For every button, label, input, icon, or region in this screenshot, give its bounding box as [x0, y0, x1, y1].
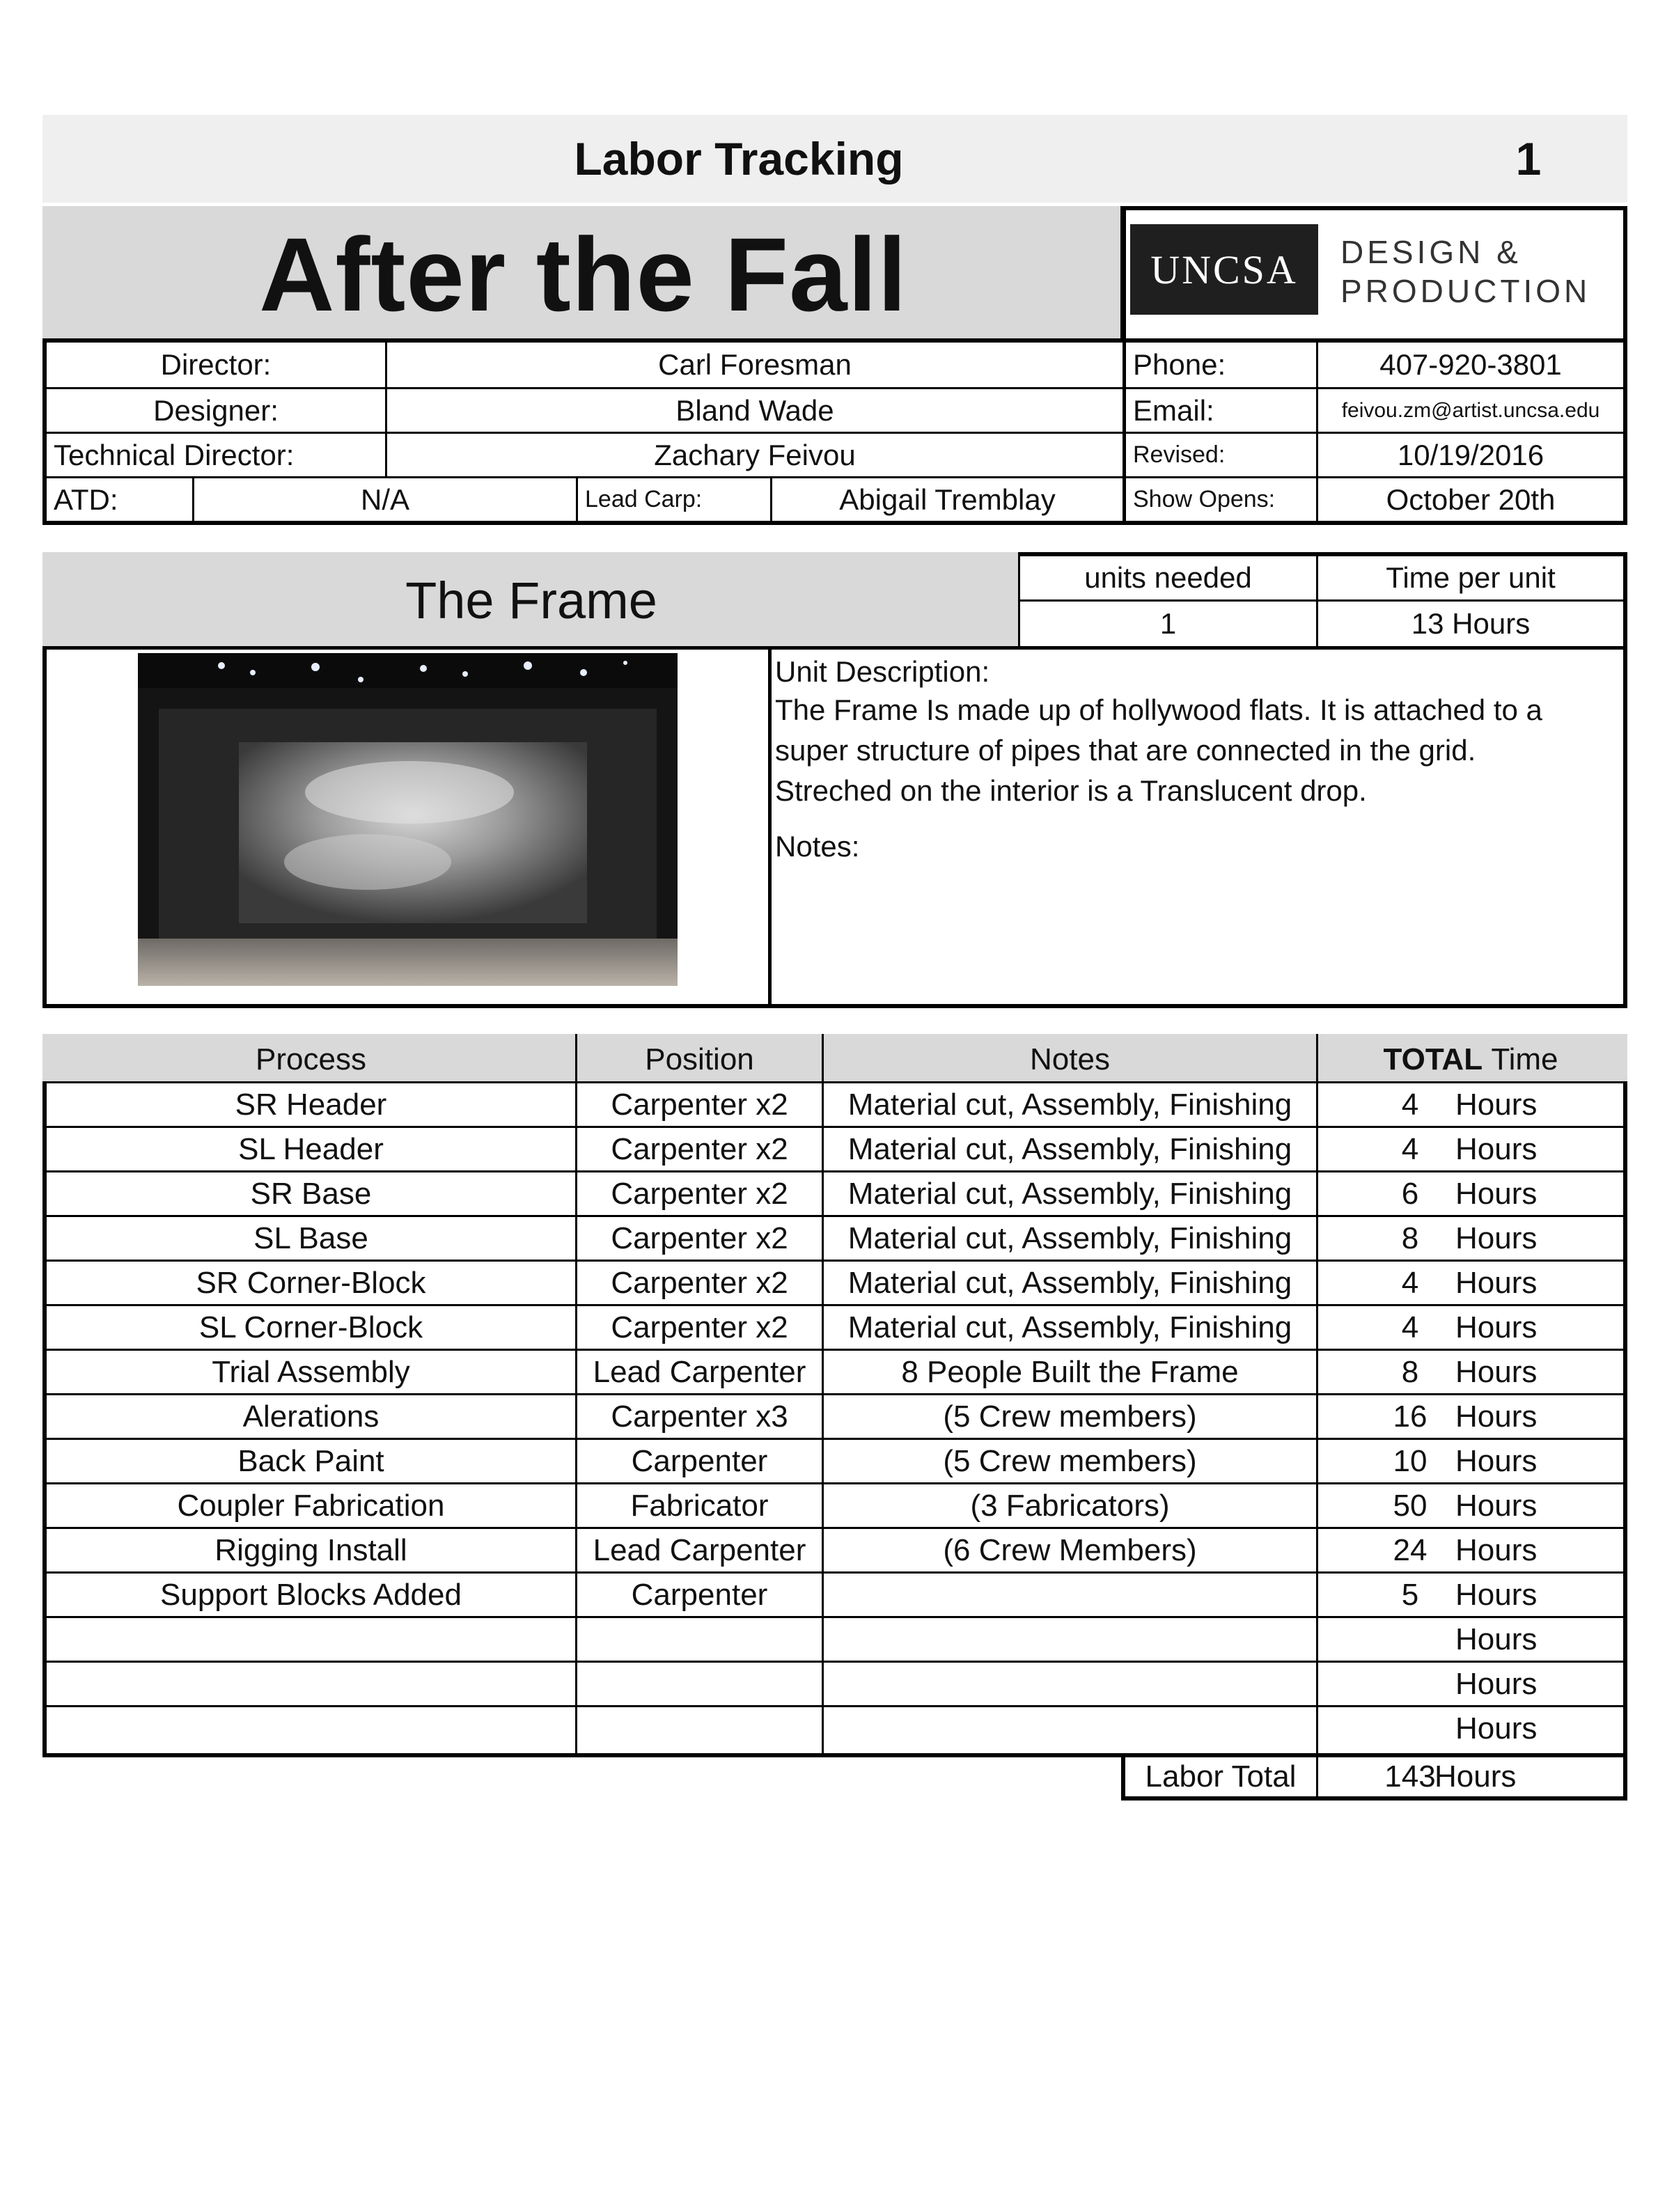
row-hours: 8 [1401, 1221, 1419, 1255]
revised-label: Revised: [1133, 441, 1226, 468]
row-unit: Hours [1455, 1310, 1538, 1344]
row-position: Carpenter [631, 1577, 768, 1612]
time-per-unit-value: 13 Hours [1411, 607, 1531, 640]
row-process: SR Corner-Block [196, 1265, 426, 1300]
row-notes: Material cut, Assembly, Finishing [847, 1087, 1292, 1122]
time-per-unit-label: Time per unit [1386, 561, 1556, 594]
row-notes: 8 People Built the Frame [901, 1354, 1239, 1389]
row-notes [824, 1707, 1316, 1750]
row-unit: Hours [1455, 1265, 1538, 1300]
notes-label: Notes: [775, 830, 860, 863]
row-process [47, 1663, 575, 1705]
uncsa-logo-mark: UNCSA [1130, 224, 1318, 315]
row-process: Back Paint [237, 1443, 384, 1478]
row-notes: (5 Crew members) [943, 1443, 1197, 1478]
row-position: Carpenter [631, 1443, 768, 1478]
row-notes: (6 Crew Members) [943, 1532, 1197, 1567]
email-label: Email: [1133, 393, 1214, 427]
row-notes: (3 Fabricators) [970, 1488, 1170, 1523]
row-hours: 4 [1401, 1265, 1419, 1300]
unit-description-line-1: The Frame Is made up of hollywood flats. It is attached to a [775, 693, 1542, 726]
row-unit: Hours [1455, 1577, 1538, 1612]
row-hours [1365, 1707, 1455, 1750]
row-hours: 8 [1401, 1354, 1419, 1389]
row-hours [1365, 1618, 1455, 1661]
header-total-time [1318, 1038, 1623, 1081]
row-hours: 5 [1401, 1577, 1419, 1612]
row-hours: 4 [1401, 1310, 1419, 1344]
row-unit: Hours [1455, 1399, 1538, 1434]
director-label: Director: [160, 348, 272, 381]
row-unit: Hours [1455, 1443, 1538, 1478]
unit-title: The Frame [405, 571, 657, 629]
row-notes: Material cut, Assembly, Finishing [847, 1221, 1292, 1255]
td-label: Technical Director: [54, 438, 295, 471]
row-notes: Material cut, Assembly, Finishing [847, 1176, 1292, 1211]
row-process: Alerations [242, 1399, 380, 1434]
revised-value: 10/19/2016 [1397, 438, 1544, 471]
atd-label: ATD: [54, 483, 118, 516]
row-process: Rigging Install [214, 1532, 407, 1567]
row-process [47, 1707, 575, 1750]
row-position: Fabricator [630, 1488, 769, 1523]
divider [1316, 1757, 1318, 1801]
logo-text [1340, 230, 1619, 313]
row-position [577, 1618, 822, 1661]
row-position: Lead Carpenter [593, 1532, 806, 1567]
row-position: Lead Carpenter [593, 1354, 806, 1389]
header-notes: Notes [1030, 1042, 1110, 1076]
designer-label: Designer: [153, 393, 279, 427]
labor-total-label: Labor Total [1145, 1759, 1297, 1794]
row-process [47, 1618, 575, 1661]
row-hours: 50 [1393, 1488, 1428, 1523]
phone-value: 407-920-3801 [1379, 348, 1562, 381]
unit-description-label: Unit Description: [775, 655, 990, 688]
lead-carp-value: Abigail Tremblay [839, 483, 1056, 516]
row-hours: 24 [1393, 1532, 1428, 1567]
page-number: 1 [1515, 133, 1542, 185]
row-notes: Material cut, Assembly, Finishing [847, 1310, 1292, 1344]
labor-total-hours: 143 [1384, 1759, 1436, 1794]
row-process: Coupler Fabrication [177, 1488, 445, 1523]
row-notes [824, 1574, 1316, 1616]
row-process: SL Header [238, 1131, 384, 1166]
stage-frame-photo [138, 653, 678, 986]
divider [42, 646, 1627, 650]
row-notes [824, 1663, 1316, 1705]
show-opens-label: Show Opens: [1133, 486, 1276, 512]
header-total-bold: TOTAL [1383, 1042, 1483, 1076]
row-unit: Hours [1455, 1176, 1538, 1211]
row-position: Carpenter x2 [611, 1087, 788, 1122]
row-hours: 4 [1401, 1131, 1419, 1166]
unit-description-line-2: super structure of pipes that are connected in the grid. [775, 734, 1476, 767]
divider [1316, 1034, 1318, 1757]
header-process: Process [256, 1042, 366, 1076]
row-notes: Material cut, Assembly, Finishing [847, 1265, 1292, 1300]
row-unit: Hours [1455, 1532, 1538, 1567]
divider [768, 648, 772, 1008]
row-hours: 10 [1393, 1443, 1428, 1478]
lead-carp-label: Lead Carp: [585, 486, 703, 512]
row-position [577, 1707, 822, 1750]
row-process: SR Header [235, 1087, 387, 1122]
td-value: Zachary Feivou [654, 438, 856, 471]
row-position: Carpenter x2 [611, 1310, 788, 1344]
row-unit: Hours [1455, 1221, 1538, 1255]
row-unit: Hours [1455, 1354, 1538, 1389]
row-position: Carpenter x2 [611, 1265, 788, 1300]
row-position: Carpenter x2 [611, 1176, 788, 1211]
row-notes [824, 1618, 1316, 1661]
row-process: SR Base [250, 1176, 372, 1211]
row-unit: Hours [1455, 1622, 1538, 1656]
row-position: Carpenter x2 [611, 1221, 788, 1255]
row-hours: 4 [1401, 1087, 1419, 1122]
row-hours: 6 [1401, 1176, 1419, 1211]
units-needed-label: units needed [1084, 561, 1252, 594]
row-process: Trial Assembly [212, 1354, 410, 1389]
logo-line-2: PRODUCTION [1340, 273, 1591, 309]
row-process: SL Corner-Block [198, 1310, 423, 1344]
row-unit: Hours [1455, 1666, 1538, 1701]
labor-total-unit: Hours [1434, 1759, 1517, 1794]
header-position: Position [645, 1042, 754, 1076]
row-unit: Hours [1455, 1131, 1538, 1166]
row-process: SL Base [253, 1221, 368, 1255]
phone-label: Phone: [1133, 348, 1226, 381]
row-hours: 16 [1393, 1399, 1428, 1434]
row-hours [1365, 1663, 1455, 1705]
row-notes: (5 Crew members) [943, 1399, 1197, 1434]
sheet-title: Labor Tracking [574, 133, 904, 185]
row-unit: Hours [1455, 1488, 1538, 1523]
row-position: Carpenter x3 [611, 1399, 788, 1434]
row-notes: Material cut, Assembly, Finishing [847, 1131, 1292, 1166]
designer-value: Bland Wade [675, 393, 834, 427]
show-opens-value: October 20th [1386, 483, 1556, 516]
units-needed-value: 1 [1159, 607, 1177, 640]
director-value: Carl Foresman [658, 348, 852, 381]
row-unit: Hours [1455, 1087, 1538, 1122]
row-position: Carpenter x2 [611, 1131, 788, 1166]
logo-line-1: DESIGN & [1340, 234, 1522, 270]
unit-description-line-3: Streched on the interior is a Translucent drop. [775, 774, 1367, 807]
row-unit: Hours [1455, 1711, 1538, 1746]
row-process: Support Blocks Added [160, 1577, 462, 1612]
show-title: After the Fall [259, 215, 907, 333]
header-total-rest: Time [1491, 1042, 1558, 1076]
email-value[interactable]: feivou.zm@artist.uncsa.edu [1341, 398, 1600, 422]
atd-value: N/A [360, 483, 409, 516]
row-position [577, 1663, 822, 1705]
